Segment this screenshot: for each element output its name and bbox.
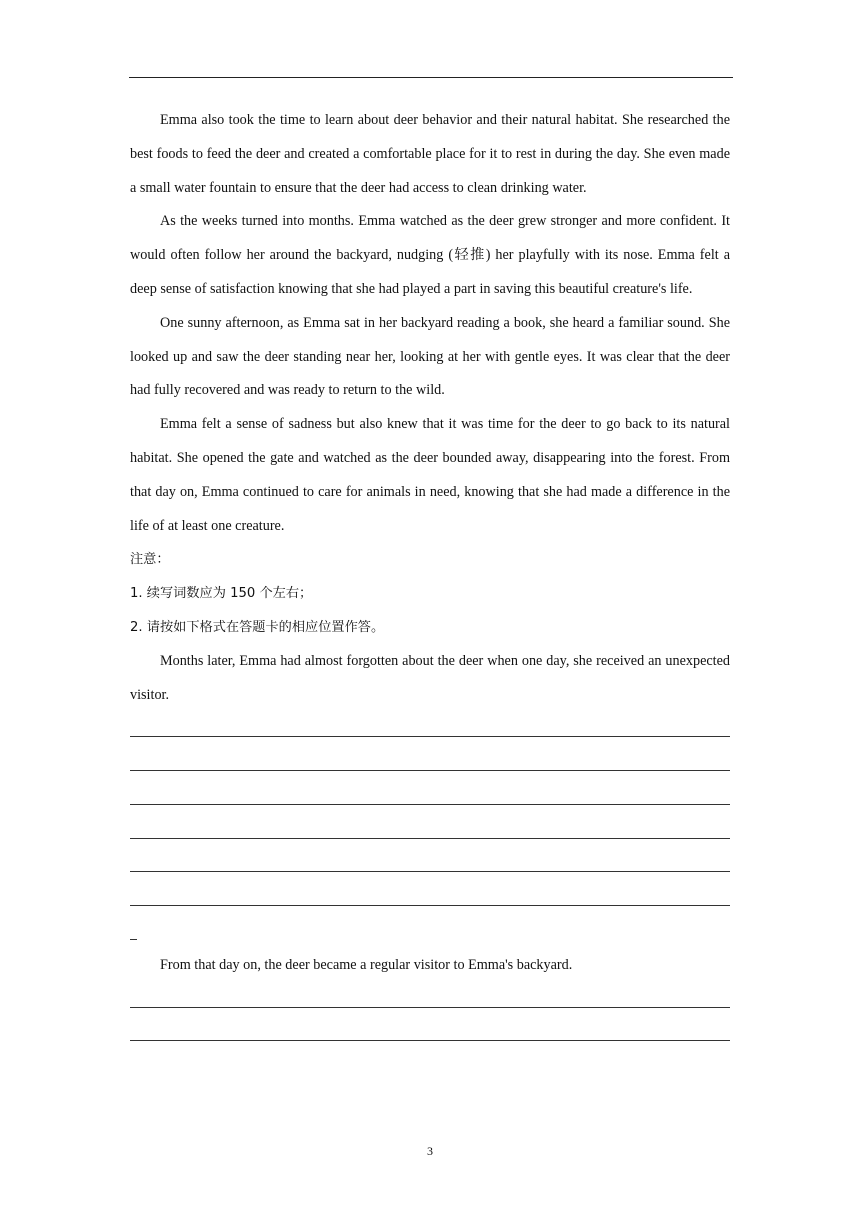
- story-paragraph-4: Emma felt a sense of sadness but also knew that it was time for the deer to go back to its natural habitat. She opened the gate and watched as the deer bounded away, disappearing into the forest. From that day on, Emma continued to care for animals in need, knowing that she had made a difference in the life of at least one creature.: [130, 416, 730, 534]
- continuation-prompt-2: From that day on, the deer became a regular visitor to Emma's backyard.: [160, 956, 573, 973]
- story-paragraph-3: One sunny afternoon, as Emma sat in her backyard reading a book, she heard a familiar sound. She looked up and saw the deer standing near her, looking at her with gentle eyes. It was clear that the deer had fully recovered and was ready to return to the wild.: [130, 314, 730, 399]
- answer-line: [130, 1017, 730, 1051]
- answer-line: [130, 712, 730, 746]
- answer-line-end: [130, 915, 730, 949]
- note-item-1: 1. 续写词数应为 150 个左右；: [130, 586, 313, 602]
- answer-line: [130, 814, 730, 848]
- answer-line: [130, 780, 730, 814]
- answer-line: [130, 983, 730, 1017]
- story-paragraph-1: Emma also took the time to learn about deer behavior and their natural habitat. She researched the best foods to feed the deer and created a comfortable place for it to rest in during the day. She even made a small water fountain to ensure that the deer had access to clean drinking water.: [130, 112, 730, 196]
- answer-line: [130, 881, 730, 915]
- answer-line: [130, 848, 730, 882]
- header-rule: [129, 77, 733, 78]
- page-content: [130, 104, 730, 1050]
- note-item-2: 2. 请按如下格式在答题卡的相应位置作答。: [130, 619, 385, 635]
- page-number: 3: [427, 1144, 433, 1158]
- story-paragraph-2: As the weeks turned into months. Emma watched as the deer grew stronger and more confident. It would often follow her around the backyard, nudging (轻推) her playfully with its nose. Emma felt a deep sense of satisfaction knowing that she had played a part in saving this beautiful creature's life.: [130, 213, 730, 297]
- notes-heading: 注意：: [130, 552, 170, 568]
- answer-line: [130, 746, 730, 780]
- continuation-prompt-1: Months later, Emma had almost forgotten about the deer when one day, she received an unexpected visitor.: [130, 652, 730, 703]
